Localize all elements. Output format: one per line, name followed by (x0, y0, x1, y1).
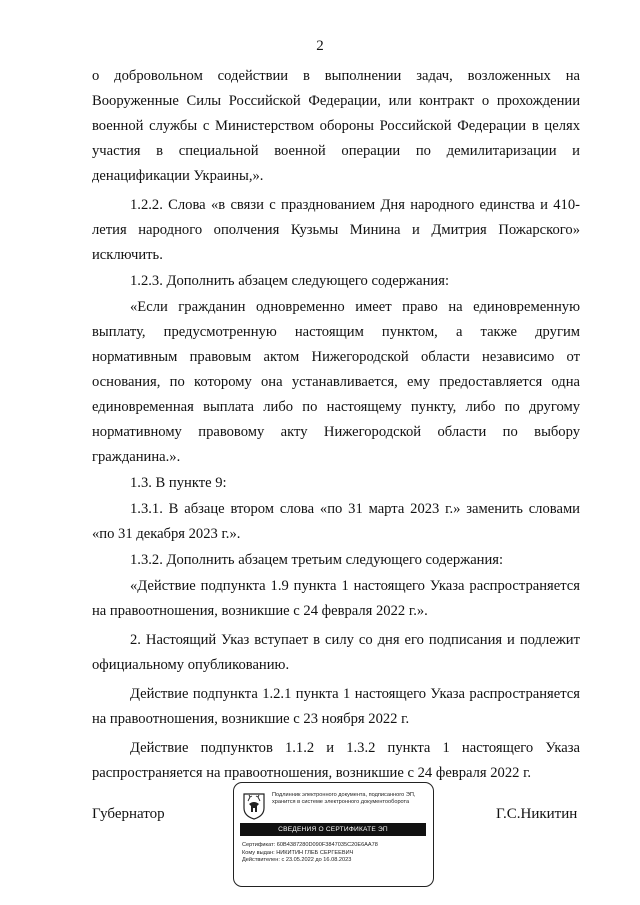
stamp-details (242, 842, 428, 865)
document-body (92, 64, 580, 787)
paragraph-continuation: о добровольном содействии в выполнении задач, возложенных на Вооруженные Силы Российской Федерации, или контракт о прохождении военной службы с Министерством обороны Российской Федерации в целях участия в специальной военной операции по демилитаризации и денацификации Украины,». (92, 68, 580, 184)
signature-position: Губернатор (92, 806, 165, 822)
stamp-title: СВЕДЕНИЯ О СЕРТИФИКАТЕ ЭП (240, 823, 426, 836)
paragraph-1-3: 1.3. В пункте 9: (130, 475, 227, 491)
stamp-owner: Кому выдан: НИКИТИН ГЛЕБ СЕРГЕЕВИЧ (242, 849, 354, 856)
paragraph-1-2-2: 1.2.2. Слова «в связи с празднованием Дня народного единства и 410-летия народного ополчения Кузьмы Минина и Дмитрия Пожарского» исключить. (92, 197, 580, 263)
paragraph-quote-action: «Действие подпункта 1.9 пункта 1 настоящего Указа распространяется на правоотношения, возникшие с 24 февраля 2022 г.». (92, 578, 580, 619)
paragraph-1-2-3: 1.2.3. Дополнить абзацем следующего содержания: (130, 273, 450, 289)
signature-name: Г.С.Никитин (496, 806, 578, 822)
paragraph-1-3-1: 1.3.1. В абзаце втором слова «по 31 марта 2023 г.» заменить словами «по 31 декабря 2023 г.». (92, 501, 580, 542)
e-signature-stamp (233, 782, 434, 887)
stamp-valid: Действителен: с 23.05.2022 до 16.08.2023 (242, 857, 352, 864)
stamp-header: Подлинник электронного документа, подписанного ЭП, хранится в системе электронного документооборота (272, 792, 416, 805)
stamp-certificate: Сертификат: 60B4387280D090F3847035C20E6AA78 (242, 842, 378, 848)
paragraph-action-1-1-2: Действие подпунктов 1.1.2 и 1.3.2 пункта 1 настоящего Указа распространяется на правоотношения, возникшие с 24 февраля 2022 г. (92, 740, 580, 781)
paragraph-quote-payment: «Если гражданин одновременно имеет право на единовременную выплату, предусмотренную настоящим пунктом, а также другим нормативным правовым актом Нижегородской области независимо от основания, по которому она устанавливается, ему предоставляется одна единовременная выплата либо по настоящему пункту, либо по другому нормативному правовому акту Нижегородской области по выбору гражданина.». (92, 299, 580, 465)
paragraph-1-3-2: 1.3.2. Дополнить абзацем третьим следующего содержания: (130, 552, 504, 568)
page-number: 2 (316, 38, 324, 54)
nizhny-novgorod-deer-emblem-icon (242, 792, 266, 820)
paragraph-2: 2. Настоящий Указ вступает в силу со дня его подписания и подлежит официальному опубликованию. (92, 632, 580, 673)
paragraph-action-1-2-1: Действие подпункта 1.2.1 пункта 1 настоящего Указа распространяется на правоотношения, возникшие с 23 ноября 2022 г. (92, 686, 580, 727)
